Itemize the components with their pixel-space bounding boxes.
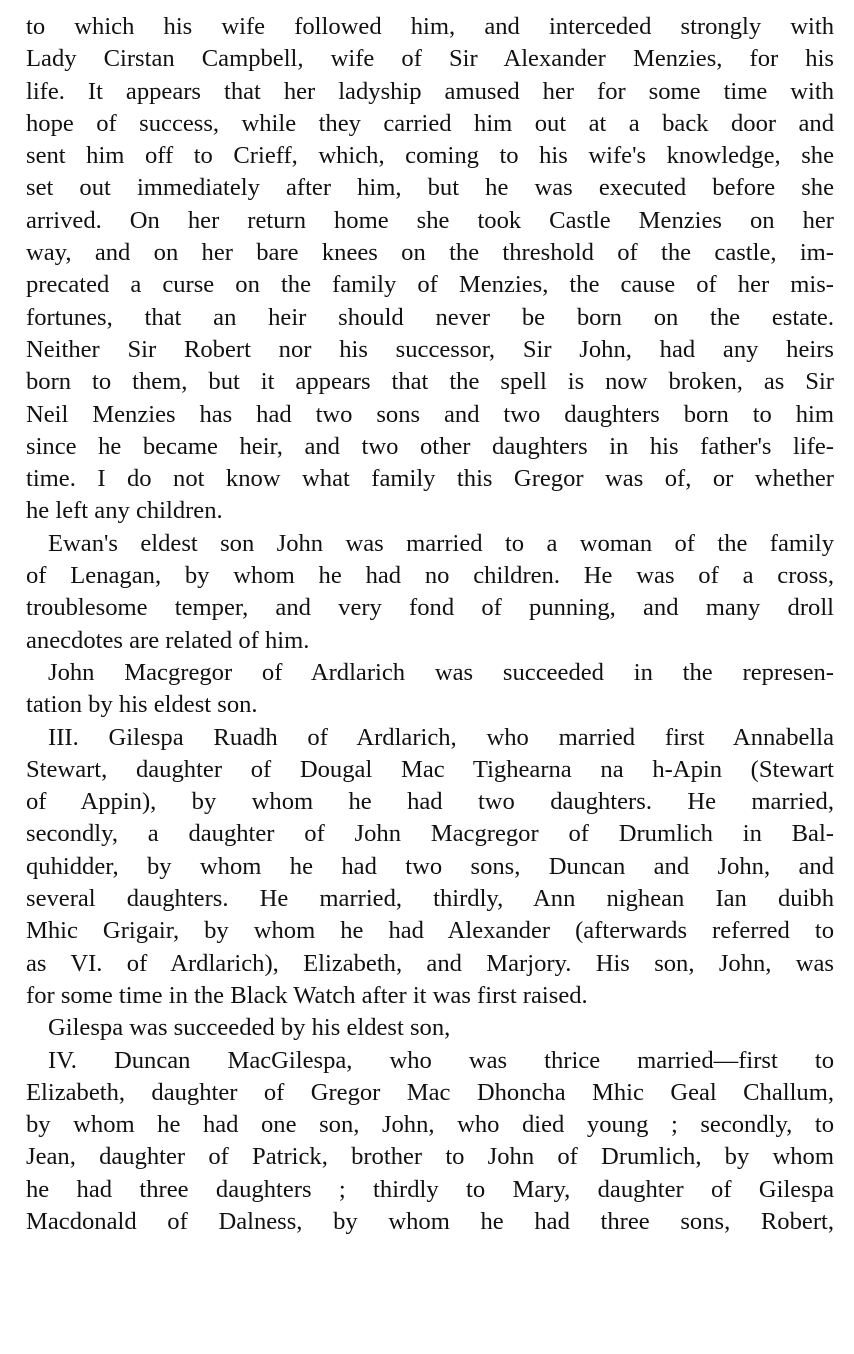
text-line: hope of success, while they carried him out at a back door and	[26, 109, 834, 137]
text-line: time. I do not know what family this Gregor was of, or whether	[26, 465, 834, 493]
text-line: to which his wife followed him, and interceded strongly with	[26, 13, 834, 40]
document-page	[26, 11, 834, 1238]
text-line: of Appin), by whom he had two daughters. He married,	[26, 788, 834, 816]
text-line: he had three daughters ; thirdly to Mary, daughter of Gilespa	[26, 1175, 834, 1203]
text-line: as VI. of Ardlarich), Elizabeth, and Marjory. His son, John, was	[26, 949, 834, 977]
text-line: Gilespa was succeeded by his eldest son,	[48, 1014, 451, 1042]
text-line: born to them, but it appears that the spell is now broken, as Sir	[26, 368, 834, 396]
text-line: anecdotes are related of him.	[26, 626, 310, 654]
text-line: Elizabeth, daughter of Gregor Mac Dhoncha Mhic Geal Challum,	[26, 1078, 834, 1106]
text-line: troublesome temper, and very fond of punning, and many droll	[26, 594, 834, 622]
text-line: quhidder, by whom he had two sons, Duncan and John, and	[26, 852, 834, 880]
text-line: tation by his eldest son.	[26, 691, 258, 719]
text-line: sent him off to Crieff, which, coming to his wife's knowledge, she	[26, 142, 834, 170]
text-line: precated a curse on the family of Menzies, the cause of her mis-	[26, 271, 834, 299]
text-line: fortunes, that an heir should never be born on the estate.	[26, 303, 834, 331]
text-line: he left any children.	[26, 497, 223, 525]
text-line: Mhic Grigair, by whom he had Alexander (afterwards referred to	[26, 917, 834, 945]
text-line: John Macgregor of Ardlarich was succeeded in the represen-	[48, 658, 834, 686]
text-line: III. Gilespa Ruadh of Ardlarich, who married first Annabella	[48, 723, 834, 751]
text-line: IV. Duncan MacGilespa, who was thrice married—first to	[48, 1046, 834, 1074]
text-line: arrived. On her return home she took Castle Menzies on her	[26, 206, 834, 234]
text-line: Neither Sir Robert nor his successor, Sir John, had any heirs	[26, 335, 834, 363]
text-line: Ewan's eldest son John was married to a woman of the family	[48, 529, 834, 557]
text-line: set out immediately after him, but he was executed before she	[26, 174, 834, 202]
text-line: several daughters. He married, thirdly, Ann nighean Ian duibh	[26, 885, 834, 913]
text-line: way, and on her bare knees on the threshold of the castle, im-	[26, 239, 834, 267]
text-line: by whom he had one son, John, who died young ; secondly, to	[26, 1111, 834, 1139]
text-line: Lady Cirstan Campbell, wife of Sir Alexander Menzies, for his	[26, 45, 834, 73]
text-line: for some time in the Black Watch after it was first raised.	[26, 981, 588, 1009]
text-line: Jean, daughter of Patrick, brother to John of Drumlich, by whom	[26, 1143, 834, 1171]
text-line: secondly, a daughter of John Macgregor of Drumlich in Bal-	[26, 820, 834, 848]
text-line: since he became heir, and two other daughters in his father's life-	[26, 432, 834, 460]
text-line: of Lenagan, by whom he had no children. He was of a cross,	[26, 562, 834, 590]
text-line: life. It appears that her ladyship amused her for some time with	[26, 77, 834, 105]
text-line: Macdonald of Dalness, by whom he had three sons, Robert,	[26, 1207, 834, 1235]
text-line: Neil Menzies has had two sons and two daughters born to him	[26, 400, 834, 428]
text-line: Stewart, daughter of Dougal Mac Tighearna na h-Apin (Stewart	[26, 755, 834, 783]
